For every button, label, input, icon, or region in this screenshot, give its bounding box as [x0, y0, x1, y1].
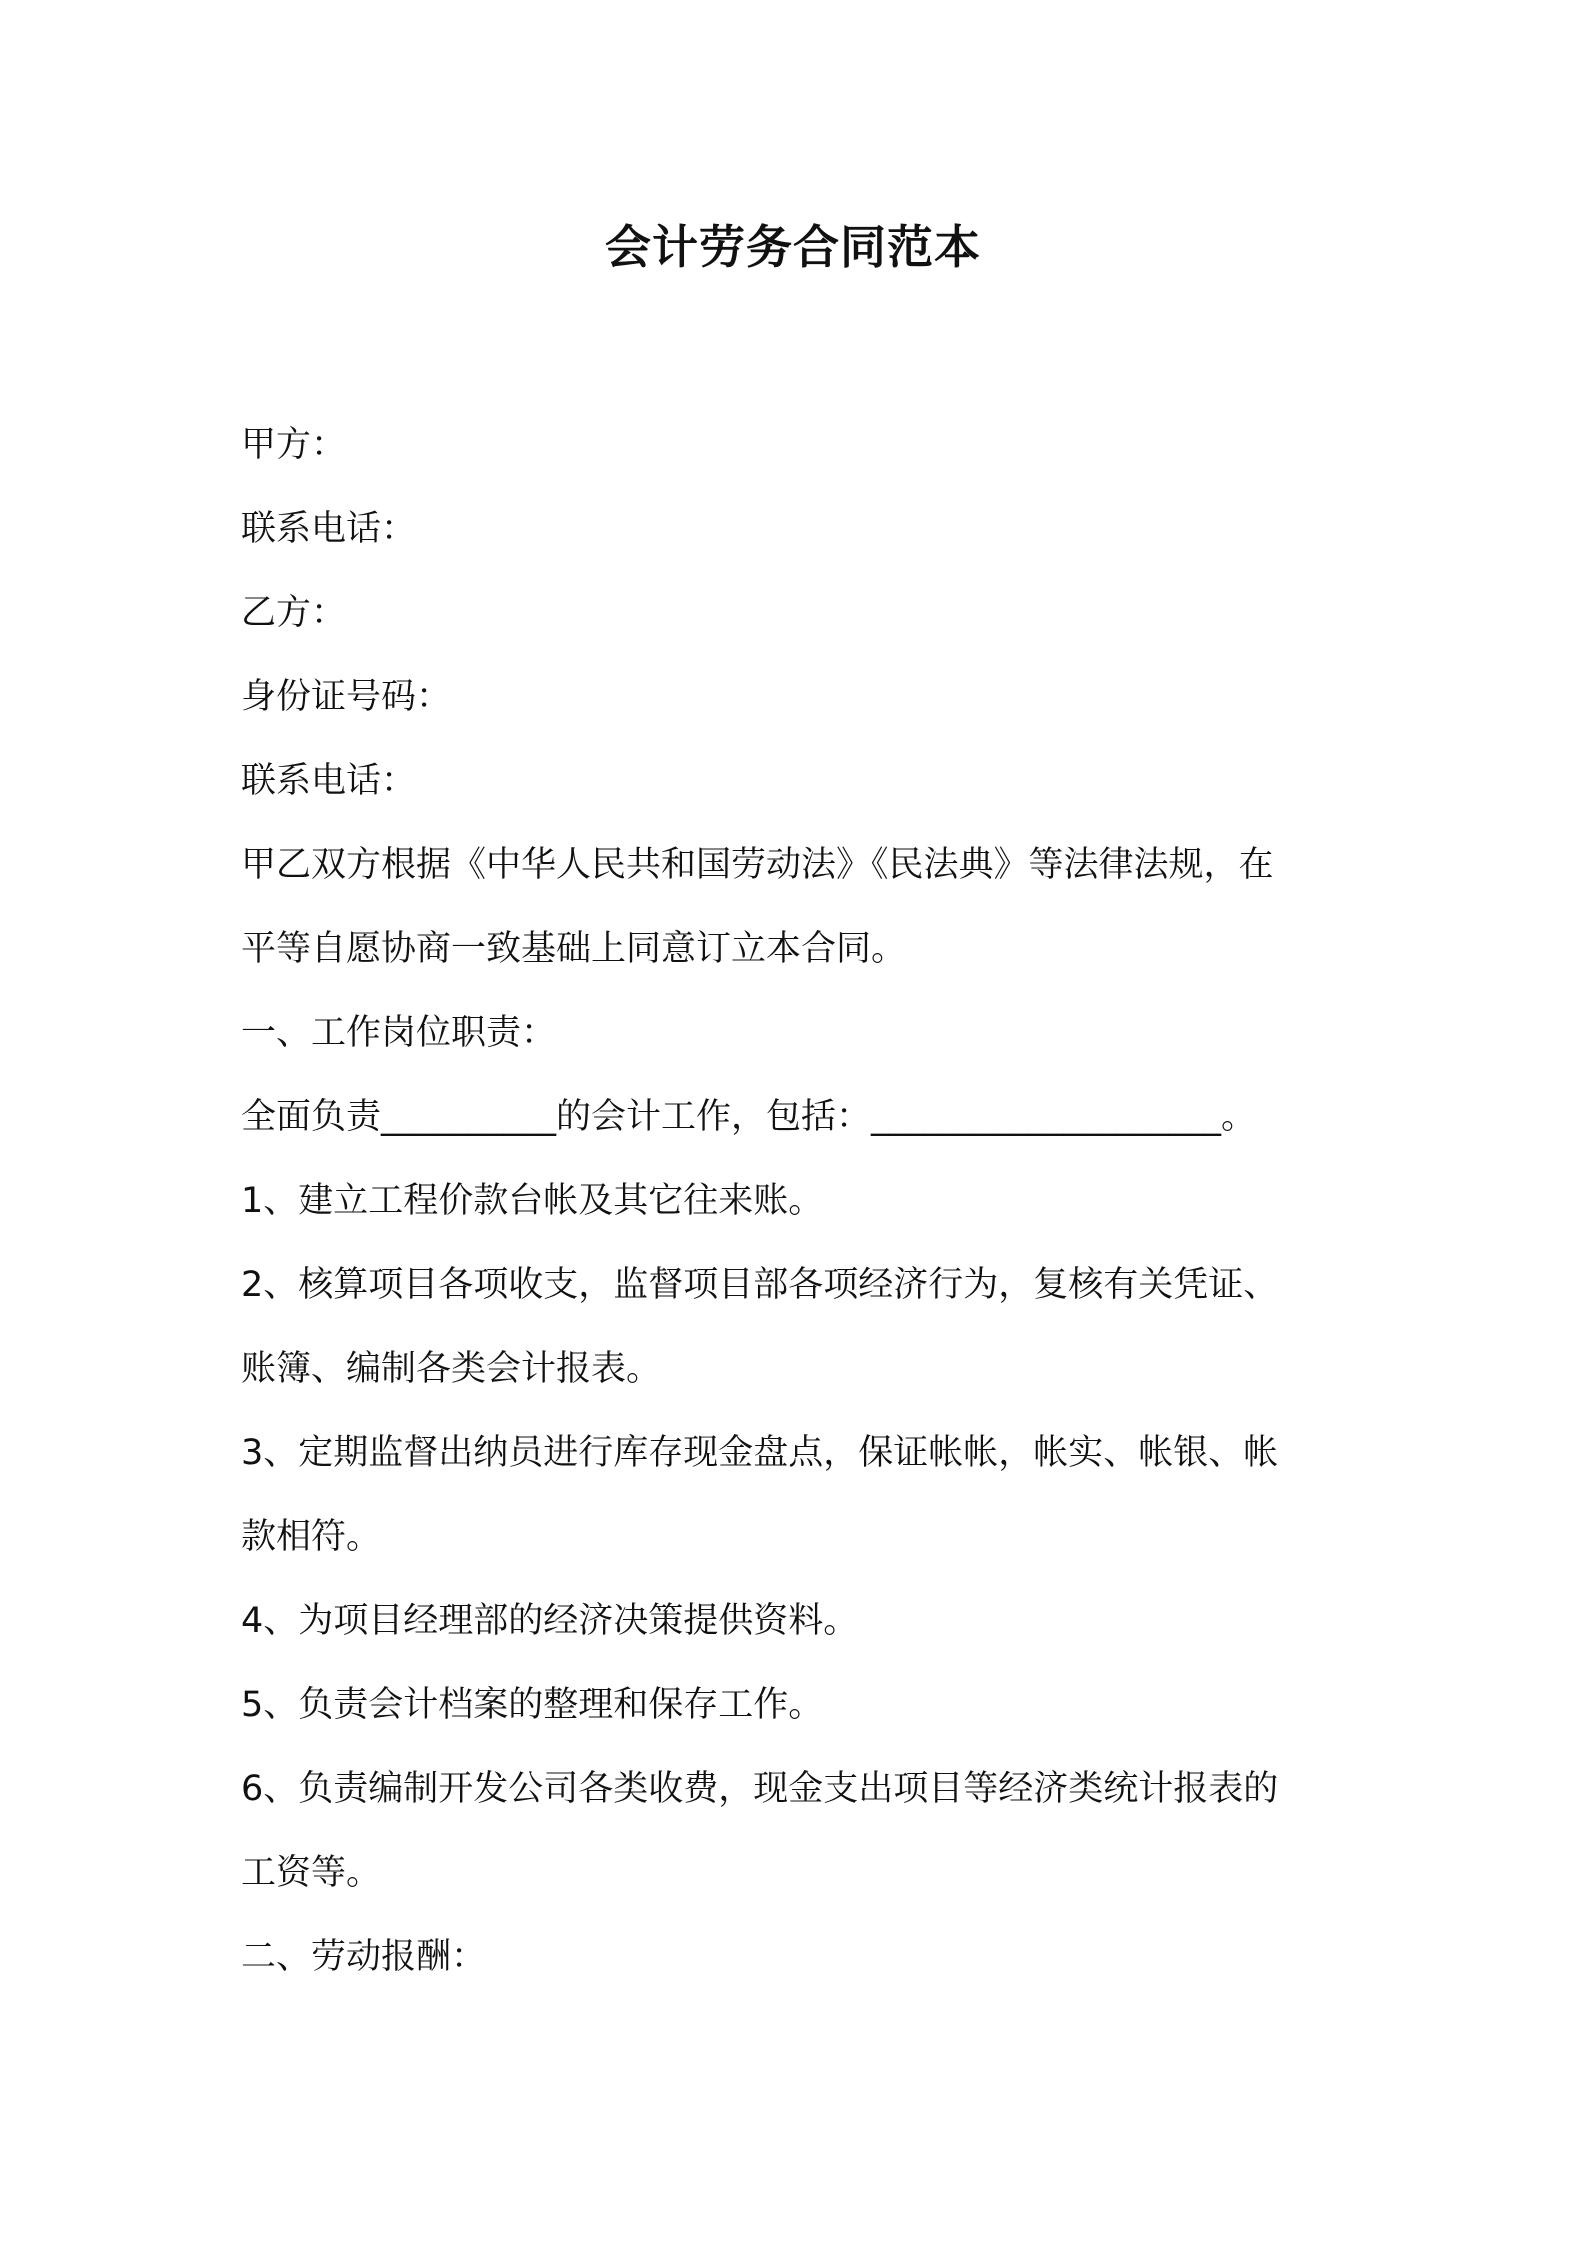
- party-a-phone-field: 联系电话：: [241, 509, 417, 549]
- duty-item: 账簿、编制各类会计报表。: [241, 1349, 662, 1389]
- duty-item: 1、建立工程价款台帐及其它往来账。: [241, 1181, 824, 1221]
- duty-item: 6、负责编制开发公司各类收费，现金支出项目等经济类统计报表的: [241, 1769, 1279, 1809]
- party-b-field: 乙方：: [241, 593, 347, 633]
- party-a-field: 甲方：: [241, 425, 347, 465]
- party-b-phone-field: 联系电话：: [241, 761, 417, 801]
- duty-item: 款相符。: [241, 1517, 382, 1557]
- duty-item: 3、定期监督出纳员进行库存现金盘点，保证帐帐，帐实、帐银、帐: [241, 1433, 1279, 1473]
- duty-item: 2、核算项目各项收支，监督项目部各项经济行为，复核有关凭证、: [241, 1265, 1279, 1305]
- duty-item: 4、为项目经理部的经济决策提供资料。: [241, 1601, 859, 1641]
- document-body: [241, 403, 1351, 1999]
- section-1-scope: 全面负责__________的会计工作，包括：____________________。: [241, 1097, 1257, 1137]
- duty-item: 工资等。: [241, 1853, 382, 1893]
- preamble-line-2: 平等自愿协商一致基础上同意订立本合同。: [241, 929, 907, 969]
- preamble-line-1: 甲乙双方根据《中华人民共和国劳动法》《民法典》等法律法规，在: [241, 845, 1274, 885]
- section-2-heading: 二、劳动报酬：: [241, 1937, 487, 1977]
- duty-item: 5、负责会计档案的整理和保存工作。: [241, 1685, 824, 1725]
- section-1-heading: 一、工作岗位职责：: [241, 1013, 557, 1053]
- document-title: 会计劳务合同范本: [605, 220, 981, 274]
- party-b-id-field: 身份证号码：: [241, 677, 452, 717]
